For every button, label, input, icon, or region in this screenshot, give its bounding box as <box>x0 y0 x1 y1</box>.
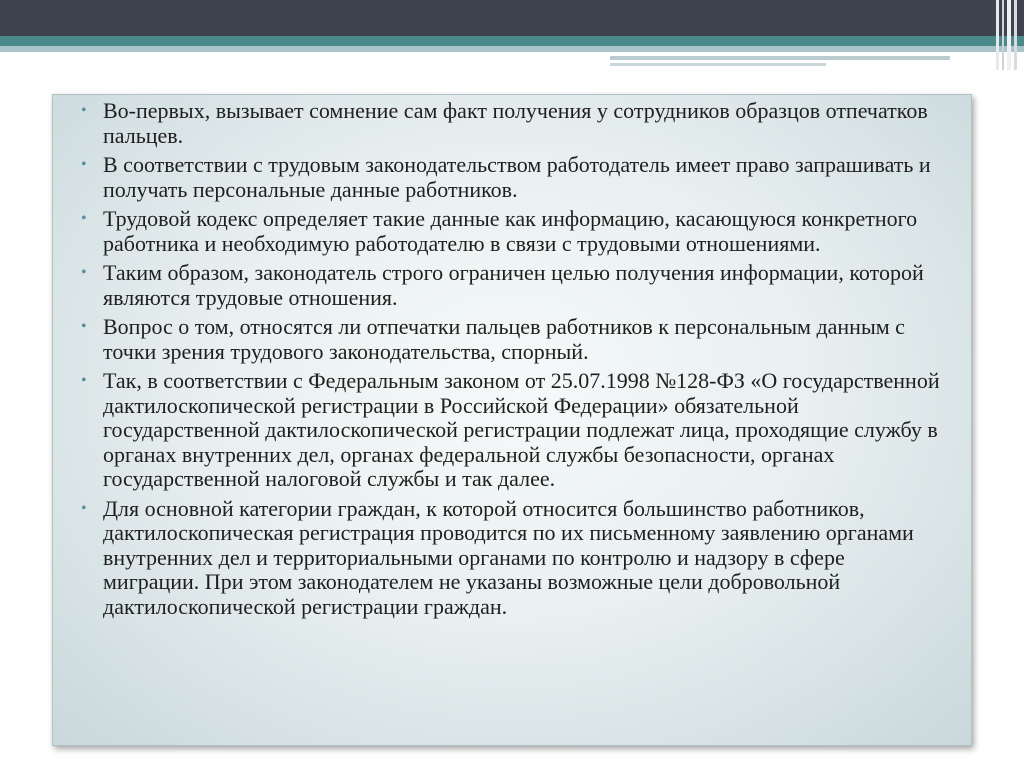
bullet-dot-icon: • <box>81 318 87 335</box>
bullet-item <box>81 315 945 364</box>
bullet-dot-icon: • <box>81 264 87 281</box>
bullet-dot-icon: • <box>81 156 87 173</box>
bullet-item <box>81 99 945 148</box>
header-accent-line-short <box>610 63 826 66</box>
header-accent-line <box>610 56 950 60</box>
content-box <box>52 94 972 746</box>
bullet-text: Так, в соответствии с Федеральным законом от 25.07.1998 №128-ФЗ «О государственной дактилоскопической регистрации в Российской Федерации» обязательной государственной дактилоскопической регистрации подлежат лица, проходящие службу в органах внутренних дел, органах федеральной службы безопасности, органах государственной налоговой службы и так далее. <box>103 368 940 491</box>
bullet-item <box>81 261 945 310</box>
header-teal-bar <box>0 36 1024 46</box>
header-dark-bar <box>0 0 1024 36</box>
bullet-text: Для основной категории граждан, к которой относится большинство работников, дактилоскопическая регистрация проводится по их письменному заявлению органами внутренних дел и территориальными органами по контролю и надзору в сфере миграции. При этом законодателем не указаны возможные цели добровольной дактилоскопической регистрации граждан. <box>103 495 914 619</box>
bullet-item <box>81 369 945 492</box>
bullet-dot-icon: • <box>81 499 87 517</box>
bullet-item <box>81 207 945 256</box>
corner-stripe <box>1014 0 1017 70</box>
bullet-text: Трудовой кодекс определяет такие данные как информацию, касающуюся конкретного работника и необходимую работодателю в связи с трудовыми отношениями. <box>103 206 918 256</box>
corner-stripe <box>1007 0 1011 70</box>
bullet-text: В соответствии с трудовым законодательством работодатель имеет право запрашивать и получать персональные данные работников. <box>103 152 931 202</box>
corner-stripe <box>996 0 999 70</box>
bullet-item <box>81 153 945 202</box>
corner-stripe <box>1002 0 1004 70</box>
bullet-list <box>81 99 945 619</box>
bullet-item <box>81 497 945 620</box>
bullet-dot-icon: • <box>81 210 87 227</box>
bullet-dot-icon: • <box>81 372 87 389</box>
bullet-dot-icon: • <box>81 102 87 119</box>
bullet-text: Таким образом, законодатель строго ограничен целью получения информации, которой являются трудовые отношения. <box>103 260 924 310</box>
bullet-text: Вопрос о том, относятся ли отпечатки пальцев работников к персональным данным с точки зрения трудового законодательства, спорный. <box>103 314 905 364</box>
header-light-bar <box>0 46 1024 52</box>
bullet-text: Во-первых, вызывает сомнение сам факт получения у сотрудников образцов отпечатков пальцев. <box>103 98 928 148</box>
